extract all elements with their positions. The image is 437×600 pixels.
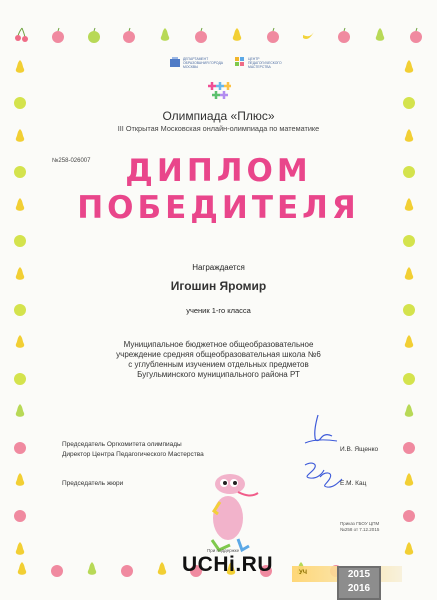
banana-icon: [301, 26, 317, 44]
apple-icon: [121, 26, 137, 44]
pear-icon: [372, 26, 388, 44]
signature-yashchenko: [300, 414, 340, 452]
cherry-icon: [14, 26, 30, 44]
stamp-strip-text: УЧ: [299, 570, 307, 576]
pear-icon: [12, 333, 28, 351]
center-logo-text: ЦЕНТР ПЕДАГОГИЧЕСКОГО МАСТЕРСТВА: [248, 57, 282, 69]
pear-icon: [12, 471, 28, 489]
pear-icon: [401, 58, 417, 76]
pear-icon: [401, 471, 417, 489]
apple-icon: [12, 437, 28, 455]
awarded-label: Награждается: [192, 263, 245, 272]
pear-icon: [12, 58, 28, 76]
olympiad-title: Олимпиада «Плюс»: [162, 109, 275, 123]
apple-icon: [119, 560, 135, 578]
support-label: При поддержке: [207, 548, 240, 553]
apple-icon: [12, 368, 28, 386]
dinosaur-mascot-icon: [200, 468, 265, 553]
uchi-logo: UCHi.RU: [182, 553, 273, 576]
year-stamp-bottom: 2016: [347, 583, 371, 594]
pear-icon: [12, 402, 28, 420]
apple-icon: [12, 505, 28, 523]
school-line: учреждение средняя общеобразовательная школа №6: [116, 350, 321, 359]
school-line: Муниципальное бюджетное общеобразовательное: [123, 340, 314, 349]
apple-icon: [401, 92, 417, 110]
plus-logo-icon: [207, 81, 231, 101]
pear-icon: [12, 540, 28, 558]
signer-name-yashchenko: И.В. Ященко: [340, 446, 379, 453]
organizing-committee-chair-label: Председатель Оргкомитета олимпиады: [62, 441, 182, 448]
winner-name: Игошин Яромир: [170, 279, 267, 293]
pear-icon: [401, 540, 417, 558]
pear-icon: [157, 26, 173, 44]
diploma-title-line-1: ДИПЛОМ: [125, 153, 312, 189]
diploma-title-line-2: ПОБЕДИТЕЛЯ: [77, 190, 360, 226]
olympiad-subtitle: III Открытая Московская онлайн-олимпиада по математике: [117, 124, 320, 133]
pedagogy-center-icon: [235, 57, 245, 67]
apple-icon: [401, 368, 417, 386]
jury-chair-label: Председатель жюри: [62, 480, 124, 487]
apple-icon: [401, 437, 417, 455]
pear-icon: [14, 560, 30, 578]
pear-icon: [84, 560, 100, 578]
center-logo: [235, 57, 290, 69]
pear-icon: [401, 402, 417, 420]
top-fruit-border: [14, 26, 424, 44]
school-line: Бугульминского муниципального района РТ: [137, 370, 300, 379]
signature-kats: [300, 459, 345, 493]
building-icon: [170, 57, 180, 67]
apple-icon: [336, 26, 352, 44]
apple-icon: [50, 26, 66, 44]
apple-icon: [408, 26, 424, 44]
apple-icon: [86, 26, 102, 44]
apple-icon: [12, 230, 28, 248]
apple-icon: [401, 230, 417, 248]
year-stamp: [337, 566, 381, 600]
year-stamp-top: 2015: [347, 569, 371, 580]
order-line-1: Приказ ГБОУ ЦПМ: [340, 521, 380, 526]
apple-icon: [12, 92, 28, 110]
apple-icon: [193, 26, 209, 44]
apple-icon: [401, 505, 417, 523]
order-line-2: №258 от 7.12.2015: [340, 527, 380, 532]
signer-name-kats: Е.М. Кац: [340, 480, 367, 487]
winner-grade: ученик 1-го класса: [186, 306, 251, 315]
pear-icon: [401, 333, 417, 351]
pear-icon: [229, 26, 245, 44]
department-logo: [170, 57, 225, 69]
pear-icon: [154, 560, 170, 578]
diploma-number: №258-026007: [52, 158, 91, 164]
apple-icon: [265, 26, 281, 44]
sponsor-logos: [170, 57, 290, 69]
apple-icon: [49, 560, 65, 578]
director-label: Директор Центра Педагогического Мастерства: [62, 451, 204, 458]
department-logo-text: ДЕПАРТАМЕНТ ОБРАЗОВАНИЯ ГОРОДА МОСКВЫ: [183, 57, 224, 69]
school-line: с углубленным изучением отдельных предметов: [128, 360, 309, 369]
